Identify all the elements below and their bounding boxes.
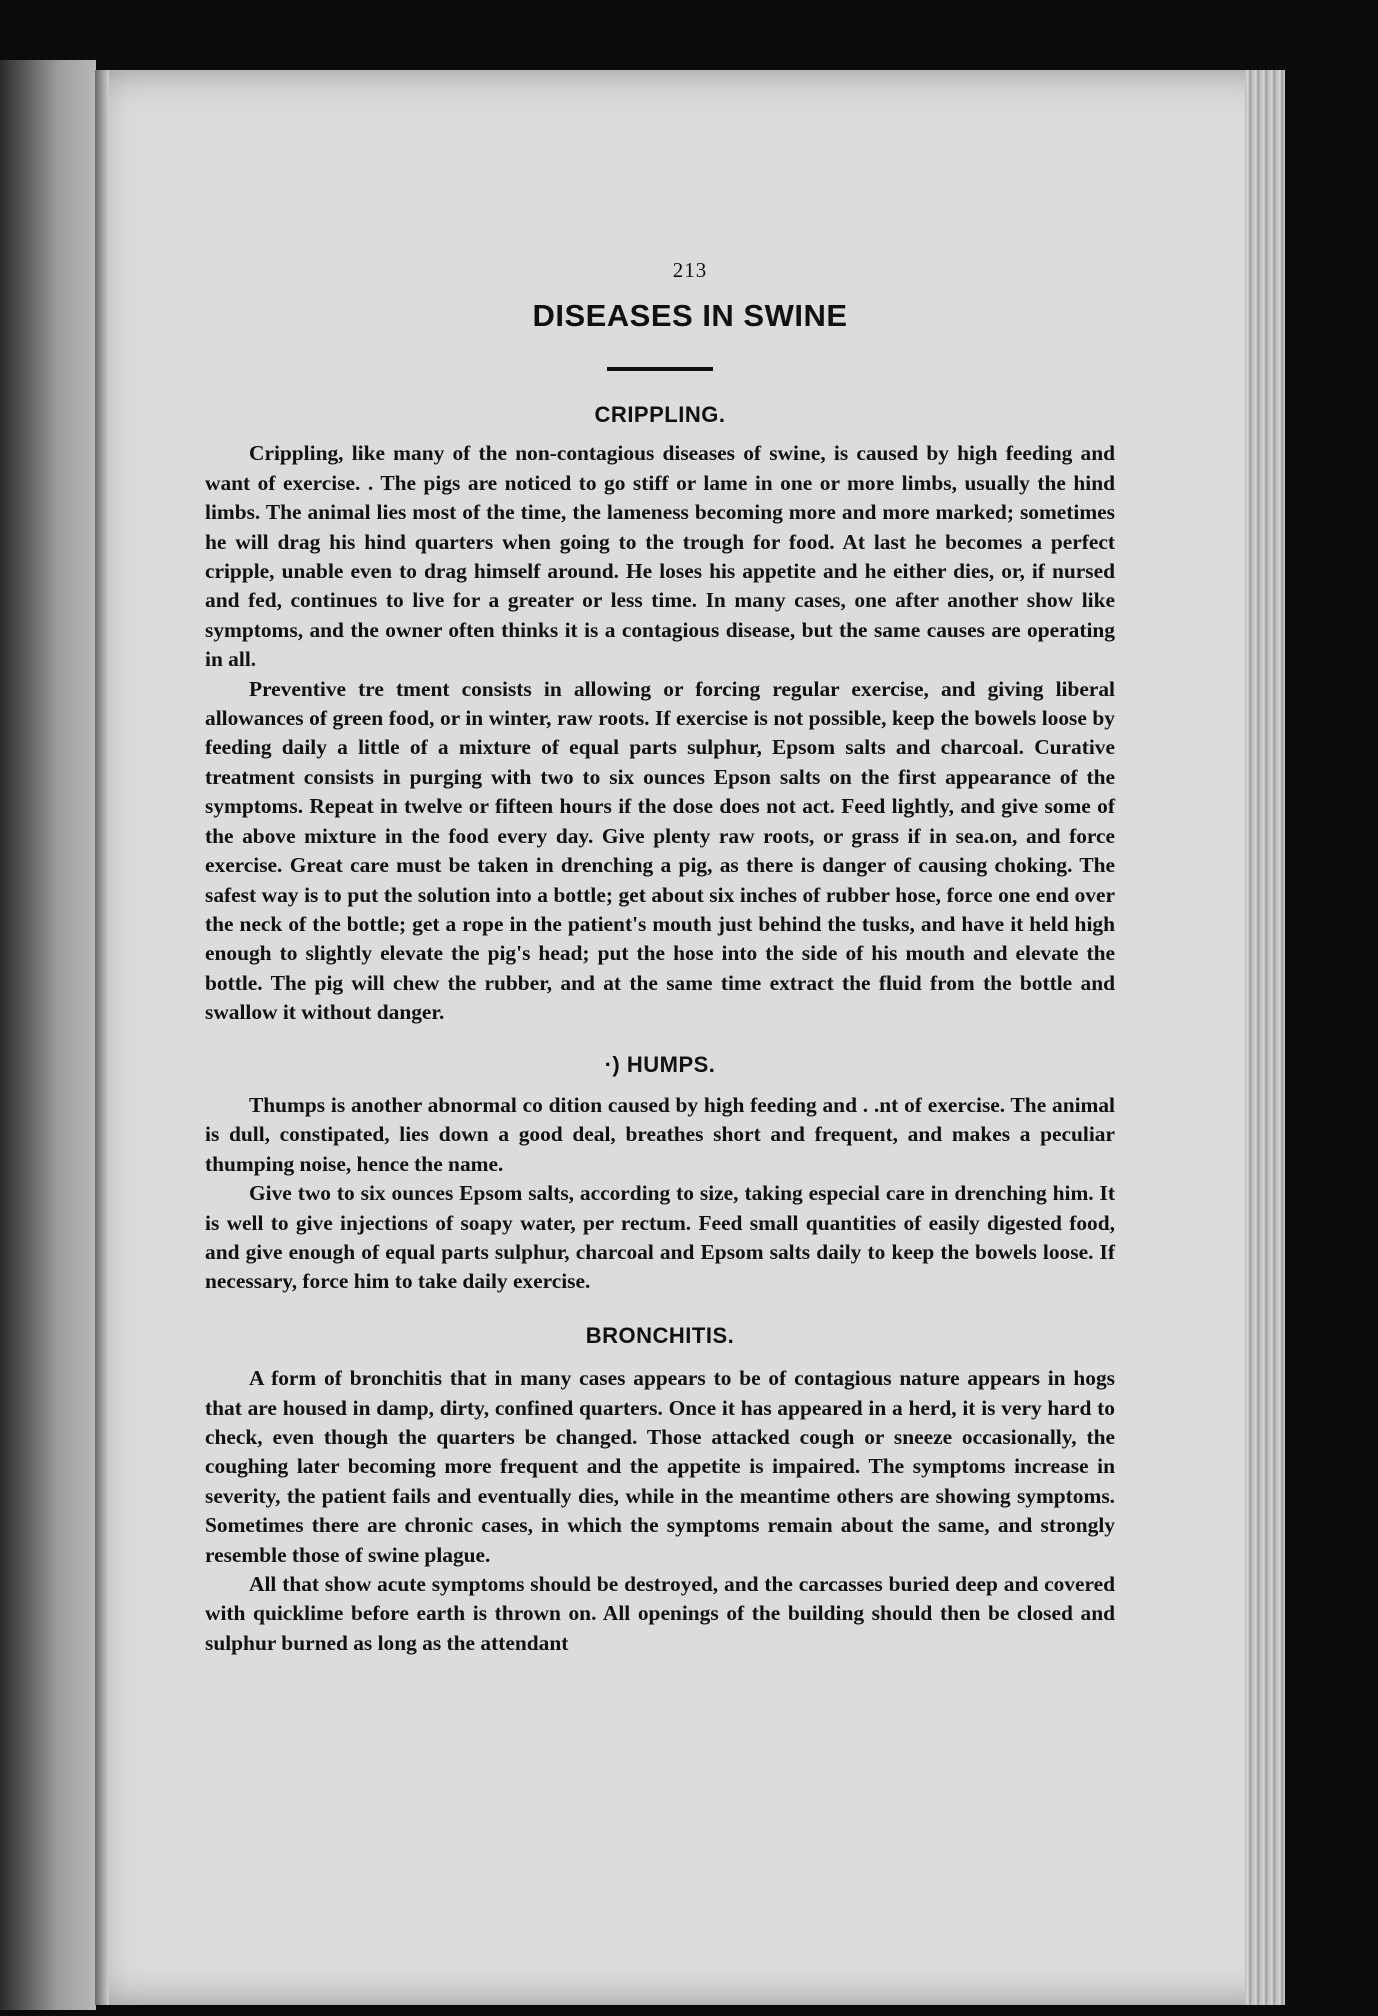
bronchitis-paragraph-1: A form of bronchitis that in many cases appears to be of contagious nature appears in hogs that are housed in damp, dirty, confined quarters. Once it has appeared in a herd, it is very hard to check, even though the quarters be changed. Those attacked cough or sneeze occasionally, the coughing later becoming more frequent and the appetite is impaired. The symptoms increase in severity, the patient fails and eventually dies, while in the meantime others are showing symptoms. Sometimes there are chronic cases, in which the symptoms remain about the same, and strongly resemble those of swine plague. xyxy=(205,1366,1115,1567)
page-body xyxy=(205,400,1115,1658)
title-divider xyxy=(607,367,713,371)
thumps-paragraph-2: Give two to six ounces Epsom salts, according to size, taking especial care in drenching him. It is well to give injections of soapy water, per rectum. Feed small quantities of easily digested food, and give enough of equal parts sulphur, charcoal and Epsom salts daily to keep the bowels loose. If necessary, force him to take daily exercise. xyxy=(205,1181,1115,1294)
crippling-paragraph-2: Preventive tre tment consists in allowing or forcing regular exercise, and giving liberal allowances of green food, or in winter, raw roots. If exercise is not possible, keep the bowels loose by feeding daily a little of a mixture of equal parts sulphur, Epsom salts and charcoal. Curative treatment consists in purging with two to six ounces Epson salts on the first appearance of the symptoms. Repeat in twelve or fifteen hours if the dose does not act. Feed lightly, and give some of the above mixture in the food every day. Give plenty raw roots, or grass if in sea.on, and force exercise. Great care must be taken in drenching a pig, as there is danger of causing choking. The safest way is to put the solution into a bottle; get about six inches of rubber hose, force one end over the neck of the bottle; get a rope in the patient's mouth just behind the tusks, and have it held high enough to slightly elevate the pig's head; put the hose into the side of his mouth and elevate the bottle. The pig will chew the rubber, and at the same time extract the fluid from the bottle and swallow it without danger. xyxy=(205,676,1115,1025)
page-title: DISEASES IN SWINE xyxy=(532,298,848,333)
book-page xyxy=(95,70,1285,2005)
section-heading-thumps: ·) HUMPS. xyxy=(604,1051,716,1077)
bronchitis-paragraph-2: All that show acute symptoms should be destroyed, and the carcasses buried deep and covered with quicklime before earth is thrown on. All openings of the building should then be closed and sulphur burned as long as the attendant xyxy=(205,1572,1115,1655)
crippling-paragraph-1: Crippling, like many of the non-contagious diseases of swine, is caused by high feeding and want of exercise. . The pigs are noticed to go stiff or lame in one or more limbs, usually the hind limbs. The animal lies most of the time, the lameness becoming more and more marked; sometimes he will drag his hind quarters when going to the trough for food. At last he becomes a perfect cripple, unable even to drag himself around. He loses his appetite and he either dies, or, if nursed and fed, continues to live for a greater or less time. In many cases, one after another show like symptoms, and the owner often thinks it is a contagious disease, but the same causes are operating in all. xyxy=(205,441,1115,672)
thumps-paragraph-1: Thumps is another abnormal co dition caused by high feeding and . .nt of exercise. The animal is dull, constipated, lies down a good deal, breathes short and frequent, and makes a peculiar thumping noise, hence the name. xyxy=(205,1092,1115,1176)
section-heading-crippling: CRIPPLING. xyxy=(594,402,726,427)
section-heading-bronchitis: BRONCHITIS. xyxy=(585,1322,735,1348)
previous-page-edge xyxy=(0,60,96,2010)
page-number: 213 xyxy=(672,258,708,282)
